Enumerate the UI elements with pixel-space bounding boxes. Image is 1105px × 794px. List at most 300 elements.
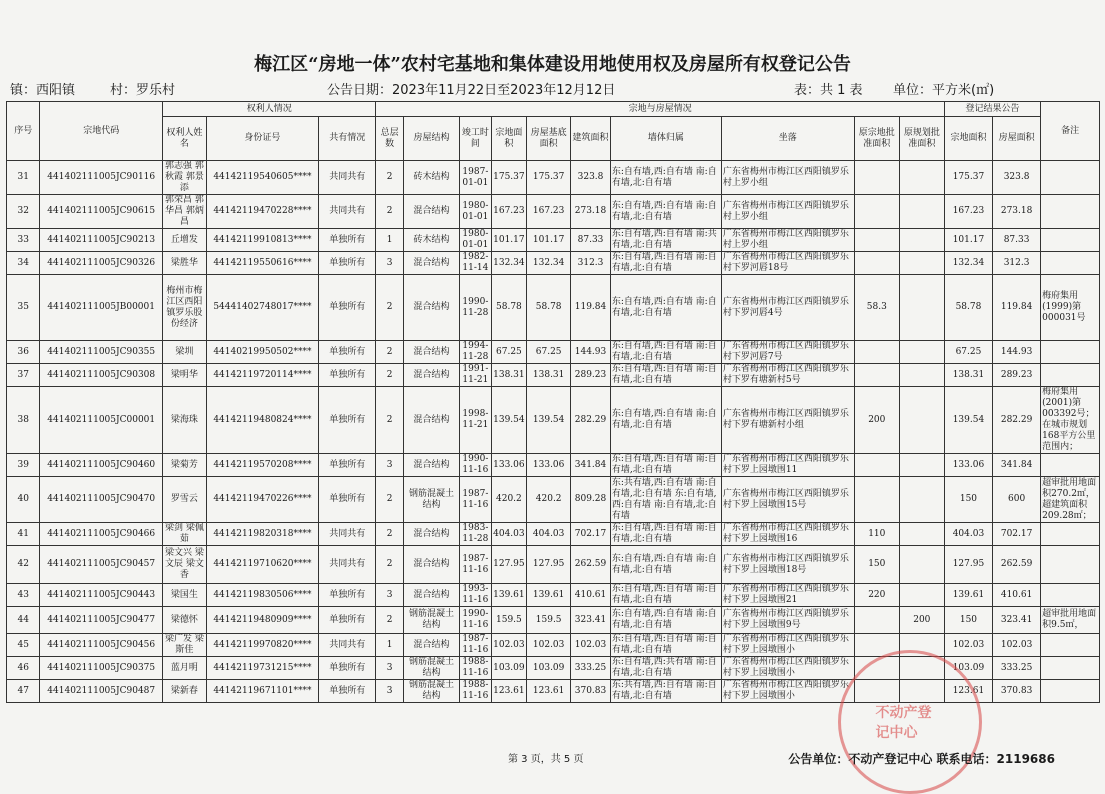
- cell-bld: 370.83: [571, 680, 611, 703]
- cell-share: 共同共有: [318, 523, 376, 546]
- col-owner-group: 权利人情况: [162, 102, 376, 117]
- cell-rhouse: 341.84: [993, 454, 1041, 477]
- cell-structure: 混合结构: [403, 275, 460, 341]
- cell-rhouse: 262.59: [993, 546, 1041, 584]
- cell-code: 441402111005JC90213: [40, 229, 162, 252]
- cell-loc: 广东省梅州市梅江区西阳镇罗乐村上罗小组: [721, 161, 854, 195]
- village-label: 村：罗乐村: [110, 83, 176, 98]
- cell-note: [1041, 252, 1100, 275]
- cell-loc: 广东省梅州市梅江区西阳镇罗乐村下罗上园墩围21: [721, 584, 854, 607]
- cell-bld: 282.29: [571, 387, 611, 454]
- cell-code: 441402111005JC90477: [40, 607, 162, 634]
- cell-bld: 323.41: [571, 607, 611, 634]
- cell-holder: 梁德怀: [162, 607, 206, 634]
- cell-code: 441402111005JC90456: [40, 634, 162, 657]
- col-land-area: 宗地面积: [491, 117, 527, 161]
- cell-loc: 广东省梅州市梅江区西阳镇罗乐村下罗上园墩围16: [721, 523, 854, 546]
- cell-floors: 3: [376, 584, 403, 607]
- cell-share: 共同共有: [318, 195, 376, 229]
- cell-id: 44142119540605****: [206, 161, 318, 195]
- cell-rhouse: 410.61: [993, 584, 1041, 607]
- table-row: [7, 454, 1100, 477]
- cell-bld: 341.84: [571, 454, 611, 477]
- cell-rland: 167.23: [944, 195, 992, 229]
- cell-floors: 2: [376, 546, 403, 584]
- cell-base: 159.5: [527, 607, 571, 634]
- cell-base: 167.23: [527, 195, 571, 229]
- cell-structure: 混合结构: [403, 454, 460, 477]
- cell-plan: [899, 364, 944, 387]
- cell-orig: [854, 161, 899, 195]
- cell-note: [1041, 195, 1100, 229]
- cell-rhouse: 102.03: [993, 634, 1041, 657]
- cell-note: [1041, 584, 1100, 607]
- cell-structure: 钢筋混凝土结构: [403, 680, 460, 703]
- cell-loc: 广东省梅州市梅江区西阳镇罗乐村下罗上园墩围11: [721, 454, 854, 477]
- col-result-group: 登记结果公告: [944, 102, 1040, 117]
- cell-loc: 广东省梅州市梅江区西阳镇罗乐村下罗有塘新村5号: [721, 364, 854, 387]
- cell-wall: 东:自有墙,西:自有墙 南:自有墙,北:自有墙: [610, 634, 721, 657]
- cell-holder: 罗雪云: [162, 477, 206, 523]
- cell-land: 123.61: [491, 680, 527, 703]
- cell-plan: [899, 584, 944, 607]
- col-building-area: 建筑面积: [571, 117, 611, 161]
- cell-land: 127.95: [491, 546, 527, 584]
- cell-rland: 103.09: [944, 657, 992, 680]
- table-row: [7, 546, 1100, 584]
- cell-floors: 3: [376, 252, 403, 275]
- cell-share: 单独所有: [318, 657, 376, 680]
- cell-land: 138.31: [491, 364, 527, 387]
- cell-loc: 广东省梅州市梅江区西阳镇罗乐村下罗上园墩围小: [721, 657, 854, 680]
- cell-base: 67.25: [527, 341, 571, 364]
- col-seq: 序号: [7, 102, 40, 161]
- cell-rland: 67.25: [944, 341, 992, 364]
- cell-wall: 东:自有墙,西:自有墙 南:自有墙,北:自有墙: [610, 523, 721, 546]
- col-floors: 总层数: [376, 117, 403, 161]
- cell-code: 441402111005JC90457: [40, 546, 162, 584]
- cell-orig: [854, 477, 899, 523]
- cell-rland: 133.06: [944, 454, 992, 477]
- cell-wall: 东:自有墙,西:自有墙 南:自有墙,北:自有墙: [610, 364, 721, 387]
- cell-bld: 119.84: [571, 275, 611, 341]
- cell-structure: 钢筋混凝土结构: [403, 607, 460, 634]
- cell-note: [1041, 634, 1100, 657]
- cell-structure: 混合结构: [403, 364, 460, 387]
- cell-id: 44142119470226****: [206, 477, 318, 523]
- cell-floors: 2: [376, 607, 403, 634]
- cell-seq: 36: [7, 341, 40, 364]
- cell-wall: 东:自有墙,西:自有墙 南:自有墙,北:自有墙: [610, 607, 721, 634]
- cell-rhouse: 323.41: [993, 607, 1041, 634]
- cell-note: 梅府集用(1999)第000031号: [1041, 275, 1100, 341]
- cell-note: [1041, 229, 1100, 252]
- cell-land: 404.03: [491, 523, 527, 546]
- table-row: [7, 387, 1100, 454]
- table-body: [7, 161, 1100, 703]
- table-row: [7, 584, 1100, 607]
- cell-share: 单独所有: [318, 454, 376, 477]
- cell-rhouse: 87.33: [993, 229, 1041, 252]
- cell-rhouse: 333.25: [993, 657, 1041, 680]
- cell-note: [1041, 454, 1100, 477]
- cell-rland: 123.61: [944, 680, 992, 703]
- cell-bld: 289.23: [571, 364, 611, 387]
- cell-holder: 梁广发 梁斯佳: [162, 634, 206, 657]
- cell-base: 102.03: [527, 634, 571, 657]
- cell-land: 101.17: [491, 229, 527, 252]
- cell-holder: 郭荣昌 郭华昌 郭炳昌: [162, 195, 206, 229]
- cell-loc: 广东省梅州市梅江区西阳镇罗乐村下罗上园墩围18号: [721, 546, 854, 584]
- cell-plan: [899, 546, 944, 584]
- cell-orig: [854, 341, 899, 364]
- cell-structure: 混合结构: [403, 387, 460, 454]
- cell-orig: [854, 454, 899, 477]
- cell-note: 梅府集用(2001)第003392号；在城市规划168平方公里范围内；: [1041, 387, 1100, 454]
- cell-bld: 102.03: [571, 634, 611, 657]
- town-label: 镇：西阳镇: [10, 83, 76, 98]
- cell-time: 1990-11-16: [460, 607, 491, 634]
- cell-holder: 梁胜华: [162, 252, 206, 275]
- cell-plan: [899, 195, 944, 229]
- cell-rhouse: 282.29: [993, 387, 1041, 454]
- col-res-land: 宗地面积: [944, 117, 992, 161]
- cell-structure: 钢筋混凝土结构: [403, 477, 460, 523]
- cell-structure: 砖木结构: [403, 229, 460, 252]
- cell-land: 167.23: [491, 195, 527, 229]
- cell-base: 123.61: [527, 680, 571, 703]
- cell-rhouse: 323.8: [993, 161, 1041, 195]
- cell-structure: 混合结构: [403, 634, 460, 657]
- cell-share: 单独所有: [318, 275, 376, 341]
- cell-rhouse: 312.3: [993, 252, 1041, 275]
- cell-land: 102.03: [491, 634, 527, 657]
- cell-orig: [854, 607, 899, 634]
- cell-wall: 东:自有墙,西:自有墙 南:自有墙,北:自有墙: [610, 275, 721, 341]
- cell-floors: 3: [376, 454, 403, 477]
- table-row: [7, 607, 1100, 634]
- cell-base: 138.31: [527, 364, 571, 387]
- cell-base: 58.78: [527, 275, 571, 341]
- cell-id: 44142119820318****: [206, 523, 318, 546]
- cell-holder: 丘增发: [162, 229, 206, 252]
- cell-structure: 混合结构: [403, 523, 460, 546]
- cell-id: 44142119970820****: [206, 634, 318, 657]
- cell-holder: 郭志强 郭秋霞 郭景添: [162, 161, 206, 195]
- cell-seq: 44: [7, 607, 40, 634]
- cell-wall: 东:自有墙,西:自有墙 南:自有墙,北:自有墙: [610, 161, 721, 195]
- cell-share: 单独所有: [318, 680, 376, 703]
- cell-id: 44142119480824****: [206, 387, 318, 454]
- cell-bld: 323.8: [571, 161, 611, 195]
- cell-seq: 33: [7, 229, 40, 252]
- cell-rhouse: 119.84: [993, 275, 1041, 341]
- cell-loc: 广东省梅州市梅江区西阳镇罗乐村下罗有塘新村小组: [721, 387, 854, 454]
- cell-note: [1041, 680, 1100, 703]
- cell-seq: 34: [7, 252, 40, 275]
- cell-seq: 41: [7, 523, 40, 546]
- col-location: 坐落: [721, 117, 854, 161]
- cell-wall: 东:共有墙,西:自有墙 南:自有墙,北:自有墙: [610, 680, 721, 703]
- cell-structure: 混合结构: [403, 546, 460, 584]
- cell-floors: 2: [376, 275, 403, 341]
- cell-id: 44140219950502****: [206, 341, 318, 364]
- cell-loc: 广东省梅州市梅江区西阳镇罗乐村上罗小组: [721, 195, 854, 229]
- cell-rland: 150: [944, 607, 992, 634]
- cell-id: 44142119671101****: [206, 680, 318, 703]
- table-row: [7, 341, 1100, 364]
- cell-code: 441402111005JC90466: [40, 523, 162, 546]
- cell-wall: 东:自有墙,西:共有墙 南:自有墙,北:自有墙: [610, 657, 721, 680]
- cell-rhouse: 144.93: [993, 341, 1041, 364]
- cell-structure: 混合结构: [403, 584, 460, 607]
- cell-id: 44142119910813****: [206, 229, 318, 252]
- cell-code: 441402111005JC90116: [40, 161, 162, 195]
- cell-time: 1998-11-21: [460, 387, 491, 454]
- cell-wall: 东:自有墙,西:自有墙 南:自有墙,北:自有墙: [610, 195, 721, 229]
- cell-time: 1987-01-01: [460, 161, 491, 195]
- cell-floors: 2: [376, 161, 403, 195]
- cell-seq: 45: [7, 634, 40, 657]
- cell-code: 441402111005JC90460: [40, 454, 162, 477]
- cell-land: 58.78: [491, 275, 527, 341]
- cell-floors: 3: [376, 657, 403, 680]
- cell-share: 单独所有: [318, 341, 376, 364]
- cell-code: 441402111005JC90470: [40, 477, 162, 523]
- cell-wall: 东:自有墙,西:自有墙 南:自有墙,北:自有墙: [610, 454, 721, 477]
- cell-bld: 87.33: [571, 229, 611, 252]
- cell-id: 44142119570208****: [206, 454, 318, 477]
- col-code: 宗地代码: [40, 102, 162, 161]
- cell-structure: 砖木结构: [403, 161, 460, 195]
- cell-note: [1041, 364, 1100, 387]
- col-structure: 房屋结构: [403, 117, 460, 161]
- cell-rhouse: 600: [993, 477, 1041, 523]
- cell-loc: 广东省梅州市梅江区西阳镇罗乐村下罗河唇7号: [721, 341, 854, 364]
- cell-rland: 102.03: [944, 634, 992, 657]
- cell-floors: 1: [376, 229, 403, 252]
- cell-note: [1041, 341, 1100, 364]
- cell-floors: 2: [376, 364, 403, 387]
- cell-id: 44142119480909****: [206, 607, 318, 634]
- cell-code: 441402111005JC90615: [40, 195, 162, 229]
- cell-land: 139.54: [491, 387, 527, 454]
- cell-id: 44142119720114****: [206, 364, 318, 387]
- cell-loc: 广东省梅州市梅江区西阳镇罗乐村下罗河唇18号: [721, 252, 854, 275]
- cell-holder: 梅州市梅江区西阳镇罗乐股份经济: [162, 275, 206, 341]
- cell-share: 单独所有: [318, 252, 376, 275]
- cell-land: 159.5: [491, 607, 527, 634]
- cell-base: 101.17: [527, 229, 571, 252]
- cell-rhouse: 702.17: [993, 523, 1041, 546]
- cell-seq: 37: [7, 364, 40, 387]
- cell-loc: 广东省梅州市梅江区西阳镇罗乐村下罗上园墩围小: [721, 680, 854, 703]
- cell-land: 67.25: [491, 341, 527, 364]
- cell-share: 单独所有: [318, 364, 376, 387]
- cell-id: 44142119830506****: [206, 584, 318, 607]
- seal-text: 不动产登记中心: [875, 705, 932, 741]
- col-build-time: 竣工时间: [460, 117, 491, 161]
- registration-table: [6, 101, 1100, 703]
- cell-seq: 32: [7, 195, 40, 229]
- cell-id: 54441402748017****: [206, 275, 318, 341]
- col-holder: 权利人姓名: [162, 117, 206, 161]
- col-share: 共有情况: [318, 117, 376, 161]
- cell-wall: 东:共有墙,西:自有墙 南:自有墙,北:自有墙 东:自有墙,西:自有墙 南:自有墙,北:自有墙: [610, 477, 721, 523]
- cell-seq: 46: [7, 657, 40, 680]
- cell-floors: 2: [376, 477, 403, 523]
- cell-time: 1990-11-16: [460, 454, 491, 477]
- cell-code: 441402111005JC90443: [40, 584, 162, 607]
- cell-seq: 31: [7, 161, 40, 195]
- cell-holder: 梁新春: [162, 680, 206, 703]
- cell-plan: [899, 387, 944, 454]
- cell-base: 175.37: [527, 161, 571, 195]
- cell-orig: 150: [854, 546, 899, 584]
- cell-base: 133.06: [527, 454, 571, 477]
- cell-orig: 220: [854, 584, 899, 607]
- table-count: 表：共 1 表: [794, 83, 863, 98]
- cell-plan: 200: [899, 607, 944, 634]
- cell-orig: [854, 364, 899, 387]
- col-plot-group: 宗地与房屋情况: [376, 102, 944, 117]
- cell-rland: 138.31: [944, 364, 992, 387]
- cell-bld: 410.61: [571, 584, 611, 607]
- cell-structure: 混合结构: [403, 252, 460, 275]
- cell-plan: [899, 523, 944, 546]
- cell-floors: 2: [376, 523, 403, 546]
- cell-base: 132.34: [527, 252, 571, 275]
- announcement-date: 公告日期：2023年11月22日至2023年12月12日: [327, 83, 616, 98]
- cell-wall: 东:自有墙,西:自有墙 南:自有墙,北:自有墙: [610, 584, 721, 607]
- cell-plan: [899, 161, 944, 195]
- cell-rhouse: 370.83: [993, 680, 1041, 703]
- cell-seq: 40: [7, 477, 40, 523]
- cell-seq: 47: [7, 680, 40, 703]
- cell-bld: 333.25: [571, 657, 611, 680]
- cell-holder: 梁明华: [162, 364, 206, 387]
- cell-time: 1980-01-01: [460, 229, 491, 252]
- cell-rland: 404.03: [944, 523, 992, 546]
- cell-seq: 42: [7, 546, 40, 584]
- cell-bld: 312.3: [571, 252, 611, 275]
- cell-time: 1993-11-16: [460, 584, 491, 607]
- cell-time: 1988-11-16: [460, 657, 491, 680]
- cell-wall: 东:自有墙,西:自有墙 南:共有墙,北:自有墙: [610, 229, 721, 252]
- cell-note: [1041, 657, 1100, 680]
- cell-land: 175.37: [491, 161, 527, 195]
- cell-share: 单独所有: [318, 387, 376, 454]
- cell-loc: 广东省梅州市梅江区西阳镇罗乐村下罗上园墩围15号: [721, 477, 854, 523]
- cell-code: 441402111005JC90375: [40, 657, 162, 680]
- cell-wall: 东:自有墙,西:自有墙 南:自有墙,北:自有墙: [610, 546, 721, 584]
- cell-code: 441402111005JC90326: [40, 252, 162, 275]
- cell-floors: 2: [376, 387, 403, 454]
- cell-orig: 58.3: [854, 275, 899, 341]
- col-base-area: 房屋基底面积: [527, 117, 571, 161]
- cell-note: [1041, 161, 1100, 195]
- cell-seq: 35: [7, 275, 40, 341]
- cell-share: 共同共有: [318, 161, 376, 195]
- table-row: [7, 161, 1100, 195]
- cell-bld: 262.59: [571, 546, 611, 584]
- cell-rland: 139.61: [944, 584, 992, 607]
- cell-share: 共同共有: [318, 634, 376, 657]
- cell-code: 441402111005JC90355: [40, 341, 162, 364]
- cell-time: 1994-11-28: [460, 341, 491, 364]
- cell-share: 单独所有: [318, 477, 376, 523]
- table-row: [7, 252, 1100, 275]
- cell-bld: 702.17: [571, 523, 611, 546]
- cell-orig: [854, 252, 899, 275]
- cell-plan: [899, 341, 944, 364]
- cell-wall: 东:自有墙,西:自有墙 南:自有墙,北:自有墙: [610, 341, 721, 364]
- cell-land: 133.06: [491, 454, 527, 477]
- cell-share: 共同共有: [318, 546, 376, 584]
- cell-loc: 广东省梅州市梅江区西阳镇罗乐村上罗小组: [721, 229, 854, 252]
- table-row: [7, 275, 1100, 341]
- cell-seq: 43: [7, 584, 40, 607]
- cell-code: 441402111005JB00001: [40, 275, 162, 341]
- cell-holder: 梁圳: [162, 341, 206, 364]
- col-res-house: 房屋面积: [993, 117, 1041, 161]
- cell-plan: [899, 229, 944, 252]
- cell-floors: 1: [376, 634, 403, 657]
- cell-rland: 58.78: [944, 275, 992, 341]
- cell-id: 44142119710620****: [206, 546, 318, 584]
- table-row: [7, 195, 1100, 229]
- cell-base: 139.54: [527, 387, 571, 454]
- table-row: [7, 229, 1100, 252]
- cell-share: 单独所有: [318, 607, 376, 634]
- cell-seq: 38: [7, 387, 40, 454]
- cell-structure: 钢筋混凝土结构: [403, 657, 460, 680]
- cell-time: 1987-11-16: [460, 477, 491, 523]
- cell-floors: 2: [376, 341, 403, 364]
- cell-time: 1991-11-21: [460, 364, 491, 387]
- table-row: [7, 523, 1100, 546]
- cell-note: 超审批用地面积270.2㎡，超建筑面积209.28㎡；: [1041, 477, 1100, 523]
- cell-rland: 132.34: [944, 252, 992, 275]
- table-row: [7, 634, 1100, 657]
- col-wall: 墙体归属: [610, 117, 721, 161]
- cell-holder: 梁菊芳: [162, 454, 206, 477]
- cell-id: 44142119550616****: [206, 252, 318, 275]
- cell-time: 1990-11-28: [460, 275, 491, 341]
- cell-holder: 蓝月明: [162, 657, 206, 680]
- cell-land: 132.34: [491, 252, 527, 275]
- official-seal: [838, 650, 982, 794]
- cell-orig: 200: [854, 387, 899, 454]
- cell-time: 1982-11-14: [460, 252, 491, 275]
- cell-rland: 150: [944, 477, 992, 523]
- cell-plan: [899, 252, 944, 275]
- cell-orig: [854, 195, 899, 229]
- cell-share: 单独所有: [318, 584, 376, 607]
- cell-time: 1987-11-16: [460, 634, 491, 657]
- cell-code: 441402111005JC90487: [40, 680, 162, 703]
- cell-holder: 梁剑 梁佩茹: [162, 523, 206, 546]
- cell-time: 1988-11-16: [460, 680, 491, 703]
- table-row: [7, 477, 1100, 523]
- cell-id: 44142119731215****: [206, 657, 318, 680]
- cell-share: 单独所有: [318, 229, 376, 252]
- cell-wall: 东:自有墙,西:自有墙 南:自有墙,北:自有墙: [610, 387, 721, 454]
- cell-loc: 广东省梅州市梅江区西阳镇罗乐村下罗河唇4号: [721, 275, 854, 341]
- unit-label: 单位：平方米(㎡): [893, 83, 995, 98]
- cell-code: 441402111005JC00001: [40, 387, 162, 454]
- cell-time: 1980-01-01: [460, 195, 491, 229]
